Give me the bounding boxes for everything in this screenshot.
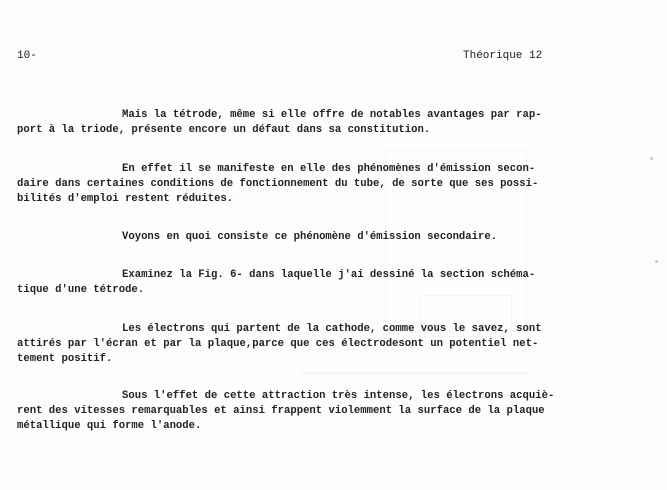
text-line: tement positif.: [17, 353, 113, 365]
text-line: tique d'une tétrode.: [17, 284, 145, 296]
scan-show-through-line: [300, 372, 530, 374]
text-line: bilités d'emploi restent réduites.: [17, 193, 234, 205]
text-line: Voyons en quoi consiste ce phénomène d'émission secondaire.: [122, 231, 498, 243]
paragraph-lets-see: [17, 230, 587, 245]
paragraph-secondary-emission: [17, 162, 587, 207]
text-line: Les électrons qui partent de la cathode, comme vous le savez, sont: [122, 323, 542, 335]
paragraph-electrons-attracted: [17, 322, 587, 367]
text-line: métallique qui forme l'anode.: [17, 420, 202, 432]
text-line: En effet il se manifeste en elle des phénomènes d'émission secon-: [122, 163, 536, 175]
paragraph-electron-impact: [17, 389, 587, 434]
section-label: Théorique 12: [463, 50, 543, 62]
page-number: 10-: [17, 50, 37, 62]
text-line: port à la triode, présente encore un défaut dans sa constitution.: [17, 124, 431, 136]
text-line: Sous l'effet de cette attraction très intense, les électrons acquiè-: [122, 390, 555, 402]
text-line: daire dans certaines conditions de fonctionnement du tube, de sorte que ses possi-: [17, 178, 539, 190]
text-line: attirés par l'écran et par la plaque,parce que ces électrodesont un potentiel net-: [17, 338, 539, 350]
paragraph-figure-reference: [17, 268, 587, 298]
scan-speck: [655, 260, 658, 263]
text-line: rent des vitesses remarquables et ainsi frappent violemment la surface de la plaque: [17, 405, 545, 417]
text-line: Examinez la Fig. 6- dans laquelle j'ai dessiné la section schéma-: [122, 269, 536, 281]
page-header: [17, 50, 667, 66]
text-line: Mais la tétrode, même si elle offre de notables avantages par rap-: [122, 109, 542, 121]
scan-speck: [650, 157, 653, 160]
paragraph-tetrode-defect: [17, 108, 587, 138]
